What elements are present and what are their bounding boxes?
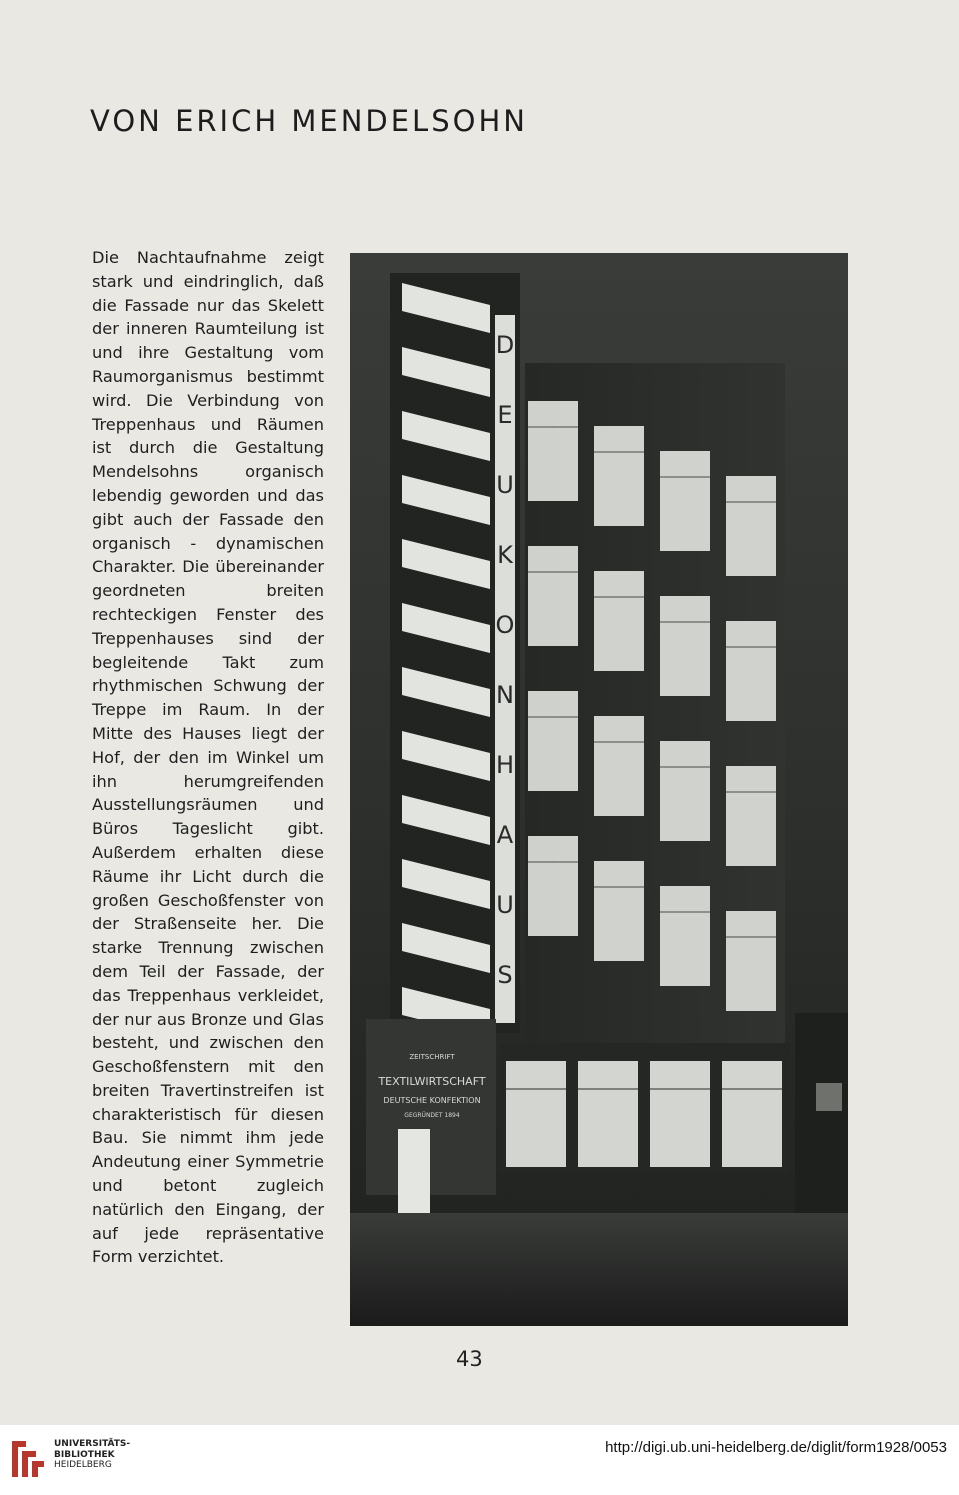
office-window: [726, 621, 776, 721]
office-window: [660, 741, 710, 841]
office-window: [528, 401, 578, 501]
office-window: [726, 476, 776, 576]
entrance-sign-line: TEXTILWIRTSCHAFT: [378, 1075, 486, 1088]
sign-letter: U: [496, 891, 514, 919]
sign-letter: U: [496, 471, 514, 499]
office-window: [726, 911, 776, 1011]
entrance-sign-line: GEGRÜNDET 1894: [404, 1112, 460, 1119]
office-window: [660, 886, 710, 986]
logo-line-2: BIBLIOTHEK: [54, 1449, 115, 1460]
office-window: [594, 426, 644, 526]
library-logo-text: [54, 1439, 130, 1471]
office-window: [726, 766, 776, 866]
entrance-sign-line: ZEITSCHRIFT: [409, 1053, 455, 1061]
photo-drawing: [350, 253, 848, 1326]
entrance-door: [398, 1129, 430, 1221]
building-night-photograph: [350, 253, 848, 1326]
shop-window: [578, 1061, 638, 1167]
source-url-link[interactable]: http://digi.ub.uni-heidelberg.de/diglit/form1928/0053: [605, 1439, 947, 1456]
sign-letter: O: [495, 611, 515, 639]
logo-line-1: UNIVERSITÄTS-: [54, 1439, 131, 1449]
sign-letter: D: [495, 331, 515, 359]
office-window: [594, 716, 644, 816]
office-window: [660, 451, 710, 551]
sign-letter: H: [495, 751, 515, 779]
entrance-sign-line: DEUTSCHE KONFEKTION: [383, 1096, 481, 1105]
shop-window: [650, 1061, 710, 1167]
office-window: [528, 691, 578, 791]
sign-letter: N: [496, 681, 514, 709]
library-logo-icon: [8, 1433, 48, 1485]
entrance-portal: [366, 1019, 496, 1195]
neighbour-building: [795, 1013, 848, 1233]
street: [350, 1213, 848, 1326]
office-window: [594, 861, 644, 961]
office-window: [528, 836, 578, 936]
sign-letter: A: [496, 821, 514, 849]
shop-window: [506, 1061, 566, 1167]
sign-letter: K: [497, 541, 513, 569]
logo-line-3: HEIDELBERG: [54, 1460, 112, 1470]
page-heading: VON ERICH MENDELSOHN: [90, 104, 528, 138]
office-window: [594, 571, 644, 671]
shop-window: [722, 1061, 782, 1167]
office-window: [528, 546, 578, 646]
sign-letter: S: [497, 961, 513, 989]
body-paragraph: Die Nachtaufnahme zeigt stark und eindringlich, daß die Fassade nur das Skelett der inneren Raumteilung ist und ihre Gestaltung vom Raumorganismus bestimmt wird. Die Verbindung von Treppenhaus und Räumen ist durch die Gestaltung Mendelsohns organisch lebendig geworden und das gibt auch der Fassade den organisch - dynamischen Charakter. Die übereinander geordneten breiten rechteckigen Fenster des Treppenhauses sind der begleitende Takt zum rhythmischen Schwung der Treppe im Raum. In der Mitte des Hauses liegt der Hof, der den im Winkel um ihn herumgreifenden Ausstellungsräumen und Büros Tageslicht gibt. Außerdem erhalten diese Räume ihr Licht durch die großen Geschoßfenster von der Straßenseite her. Die starke Trennung zwischen dem Teil der Fassade, der das Treppenhaus verkleidet, der nur aus Bronze und Glas besteht, und zwischen den Geschoßfenstern mit den breiten Travertinstreifen ist charakteristisch für diesen Bau. Sie nimmt ihm jede Andeutung einer Symmetrie und betont zugleich natürlich den Eingang, der auf jede repräsentative Form verzichtet.: [92, 248, 324, 1267]
footer-bar: [0, 1425, 959, 1495]
page-number: 43: [456, 1347, 483, 1371]
sign-letter: E: [497, 401, 513, 429]
neighbour-sign: [816, 1083, 842, 1111]
office-window: [660, 596, 710, 696]
